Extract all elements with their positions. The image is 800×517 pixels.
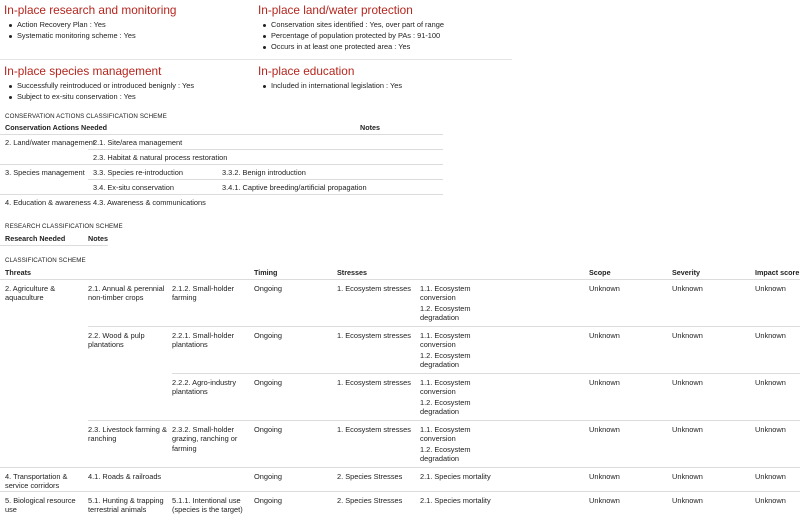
threat-cell: 4. Transportation & service corridors: [5, 472, 68, 491]
stress-detail-cell: 2.1. Species mortality: [420, 496, 491, 505]
threat-cell: 2.2.2. Agro-industry plantations: [172, 378, 237, 397]
timing-cell: Ongoing: [254, 425, 282, 434]
threats-header-severity: Severity: [672, 268, 700, 277]
section-title: In-place research and monitoring: [4, 3, 177, 17]
severity-cell: Unknown: [672, 425, 703, 434]
impact-cell: Unknown: [755, 284, 786, 293]
stress-cell: 1. Ecosystem stresses: [337, 425, 411, 434]
severity-cell: Unknown: [672, 496, 703, 505]
threat-cell: 2.2. Wood & pulp plantations: [88, 331, 145, 350]
threat-cell: 2.1. Annual & perennial non-timber crops: [88, 284, 165, 303]
severity-cell: Unknown: [672, 472, 703, 481]
divider: [0, 59, 512, 60]
list-item: Included in international legislation : Yes: [258, 81, 402, 92]
timing-cell: Ongoing: [254, 472, 282, 481]
stress-detail-cell: 1.2. Ecosystem degradation: [420, 398, 471, 417]
action-cell: 3.4. Ex-situ conservation: [93, 183, 174, 192]
threats-header-impact: Impact score: [755, 268, 800, 277]
threat-cell: 5.1. Hunting & trapping terrestrial animals: [88, 496, 164, 515]
action-cell: 3. Species management: [5, 168, 85, 177]
action-cell: 4.3. Awareness & communications: [93, 198, 206, 207]
action-cell: 3.3.2. Benign introduction: [222, 168, 306, 177]
list-item: Action Recovery Plan : Yes: [4, 20, 176, 31]
list-item: Conservation sites identified : Yes, over part of range: [258, 20, 444, 31]
land-water-section: [258, 3, 444, 53]
threat-cell: 2.1.2. Small-holder farming: [172, 284, 235, 303]
impact-cell: Unknown: [755, 472, 786, 481]
list-item: Occurs in at least one protected area : Yes: [258, 42, 444, 53]
severity-cell: Unknown: [672, 284, 703, 293]
impact-cell: Unknown: [755, 425, 786, 434]
scope-cell: Unknown: [589, 496, 620, 505]
actions-caption: CONSERVATION ACTIONS CLASSIFICATION SCHEME: [5, 113, 167, 120]
stress-detail-cell: 1.2. Ecosystem degradation: [420, 351, 471, 370]
stress-detail-cell: 1.1. Ecosystem conversion: [420, 284, 471, 303]
action-cell: 3.3. Species re-introduction: [93, 168, 183, 177]
stress-detail-cell: 1.1. Ecosystem conversion: [420, 425, 471, 444]
stress-detail-cell: 1.1. Ecosystem conversion: [420, 378, 471, 397]
threats-header-threats: Threats: [5, 268, 31, 277]
scope-cell: Unknown: [589, 425, 620, 434]
timing-cell: Ongoing: [254, 284, 282, 293]
action-cell: 4. Education & awareness: [5, 198, 91, 207]
threat-cell: 2.3. Livestock farming & ranching: [88, 425, 167, 444]
actions-header-notes: Notes: [360, 123, 380, 132]
stress-detail-cell: 1.1. Ecosystem conversion: [420, 331, 471, 350]
severity-cell: Unknown: [672, 331, 703, 340]
stress-cell: 1. Ecosystem stresses: [337, 378, 411, 387]
threats-header-scope: Scope: [589, 268, 611, 277]
impact-cell: Unknown: [755, 378, 786, 387]
list-item: Subject to ex-situ conservation : Yes: [4, 92, 194, 103]
threat-cell: 5.1.1. Intentional use (species is the target): [172, 496, 243, 515]
scope-cell: Unknown: [589, 472, 620, 481]
action-cell: 2.3. Habitat & natural process restoration: [93, 153, 228, 162]
threat-cell: 2.3.2. Small-holder grazing, ranching or farming: [172, 425, 238, 453]
timing-cell: Ongoing: [254, 496, 282, 505]
timing-cell: Ongoing: [254, 331, 282, 340]
section-title: In-place land/water protection: [258, 3, 413, 17]
research-monitoring-section: [4, 3, 176, 42]
stress-cell: 2. Species Stresses: [337, 496, 403, 505]
species-management-section: [4, 64, 194, 103]
section-title: In-place species management: [4, 64, 162, 78]
action-cell: 2. Land/water management: [5, 138, 95, 147]
stress-detail-cell: 1.2. Ecosystem degradation: [420, 304, 471, 323]
threats-header-stresses: Stresses: [337, 268, 367, 277]
action-cell: 3.4.1. Captive breeding/artificial propagation: [222, 183, 367, 192]
stress-cell: 2. Species Stresses: [337, 472, 403, 481]
threat-cell: 2.2.1. Small-holder plantations: [172, 331, 235, 350]
severity-cell: Unknown: [672, 378, 703, 387]
threat-cell: 5. Biological resource use: [5, 496, 76, 515]
list-item: Systematic monitoring scheme : Yes: [4, 31, 176, 42]
research-header-needed: Research Needed: [5, 234, 66, 243]
impact-cell: Unknown: [755, 331, 786, 340]
stress-cell: 1. Ecosystem stresses: [337, 284, 411, 293]
education-section: [258, 64, 402, 92]
actions-header-needed: Conservation Actions Needed: [5, 123, 107, 132]
stress-cell: 1. Ecosystem stresses: [337, 331, 411, 340]
stress-detail-cell: 2.1. Species mortality: [420, 472, 491, 481]
scope-cell: Unknown: [589, 284, 620, 293]
scope-cell: Unknown: [589, 378, 620, 387]
threats-caption: CLASSIFICATION SCHEME: [5, 257, 86, 264]
threat-cell: 4.1. Roads & railroads: [88, 472, 162, 481]
section-title: In-place education: [258, 64, 355, 78]
impact-cell: Unknown: [755, 496, 786, 505]
research-caption: RESEARCH CLASSIFICATION SCHEME: [5, 223, 123, 230]
threats-header-timing: Timing: [254, 268, 278, 277]
list-item: Successfully reintroduced or introduced benignly : Yes: [4, 81, 194, 92]
list-item: Percentage of population protected by PAs : 91-100: [258, 31, 444, 42]
action-cell: 2.1. Site/area management: [93, 138, 183, 147]
stress-detail-cell: 1.2. Ecosystem degradation: [420, 445, 471, 464]
threat-cell: 2. Agriculture & aquaculture: [5, 284, 56, 303]
research-header-notes: Notes: [88, 234, 108, 243]
scope-cell: Unknown: [589, 331, 620, 340]
timing-cell: Ongoing: [254, 378, 282, 387]
